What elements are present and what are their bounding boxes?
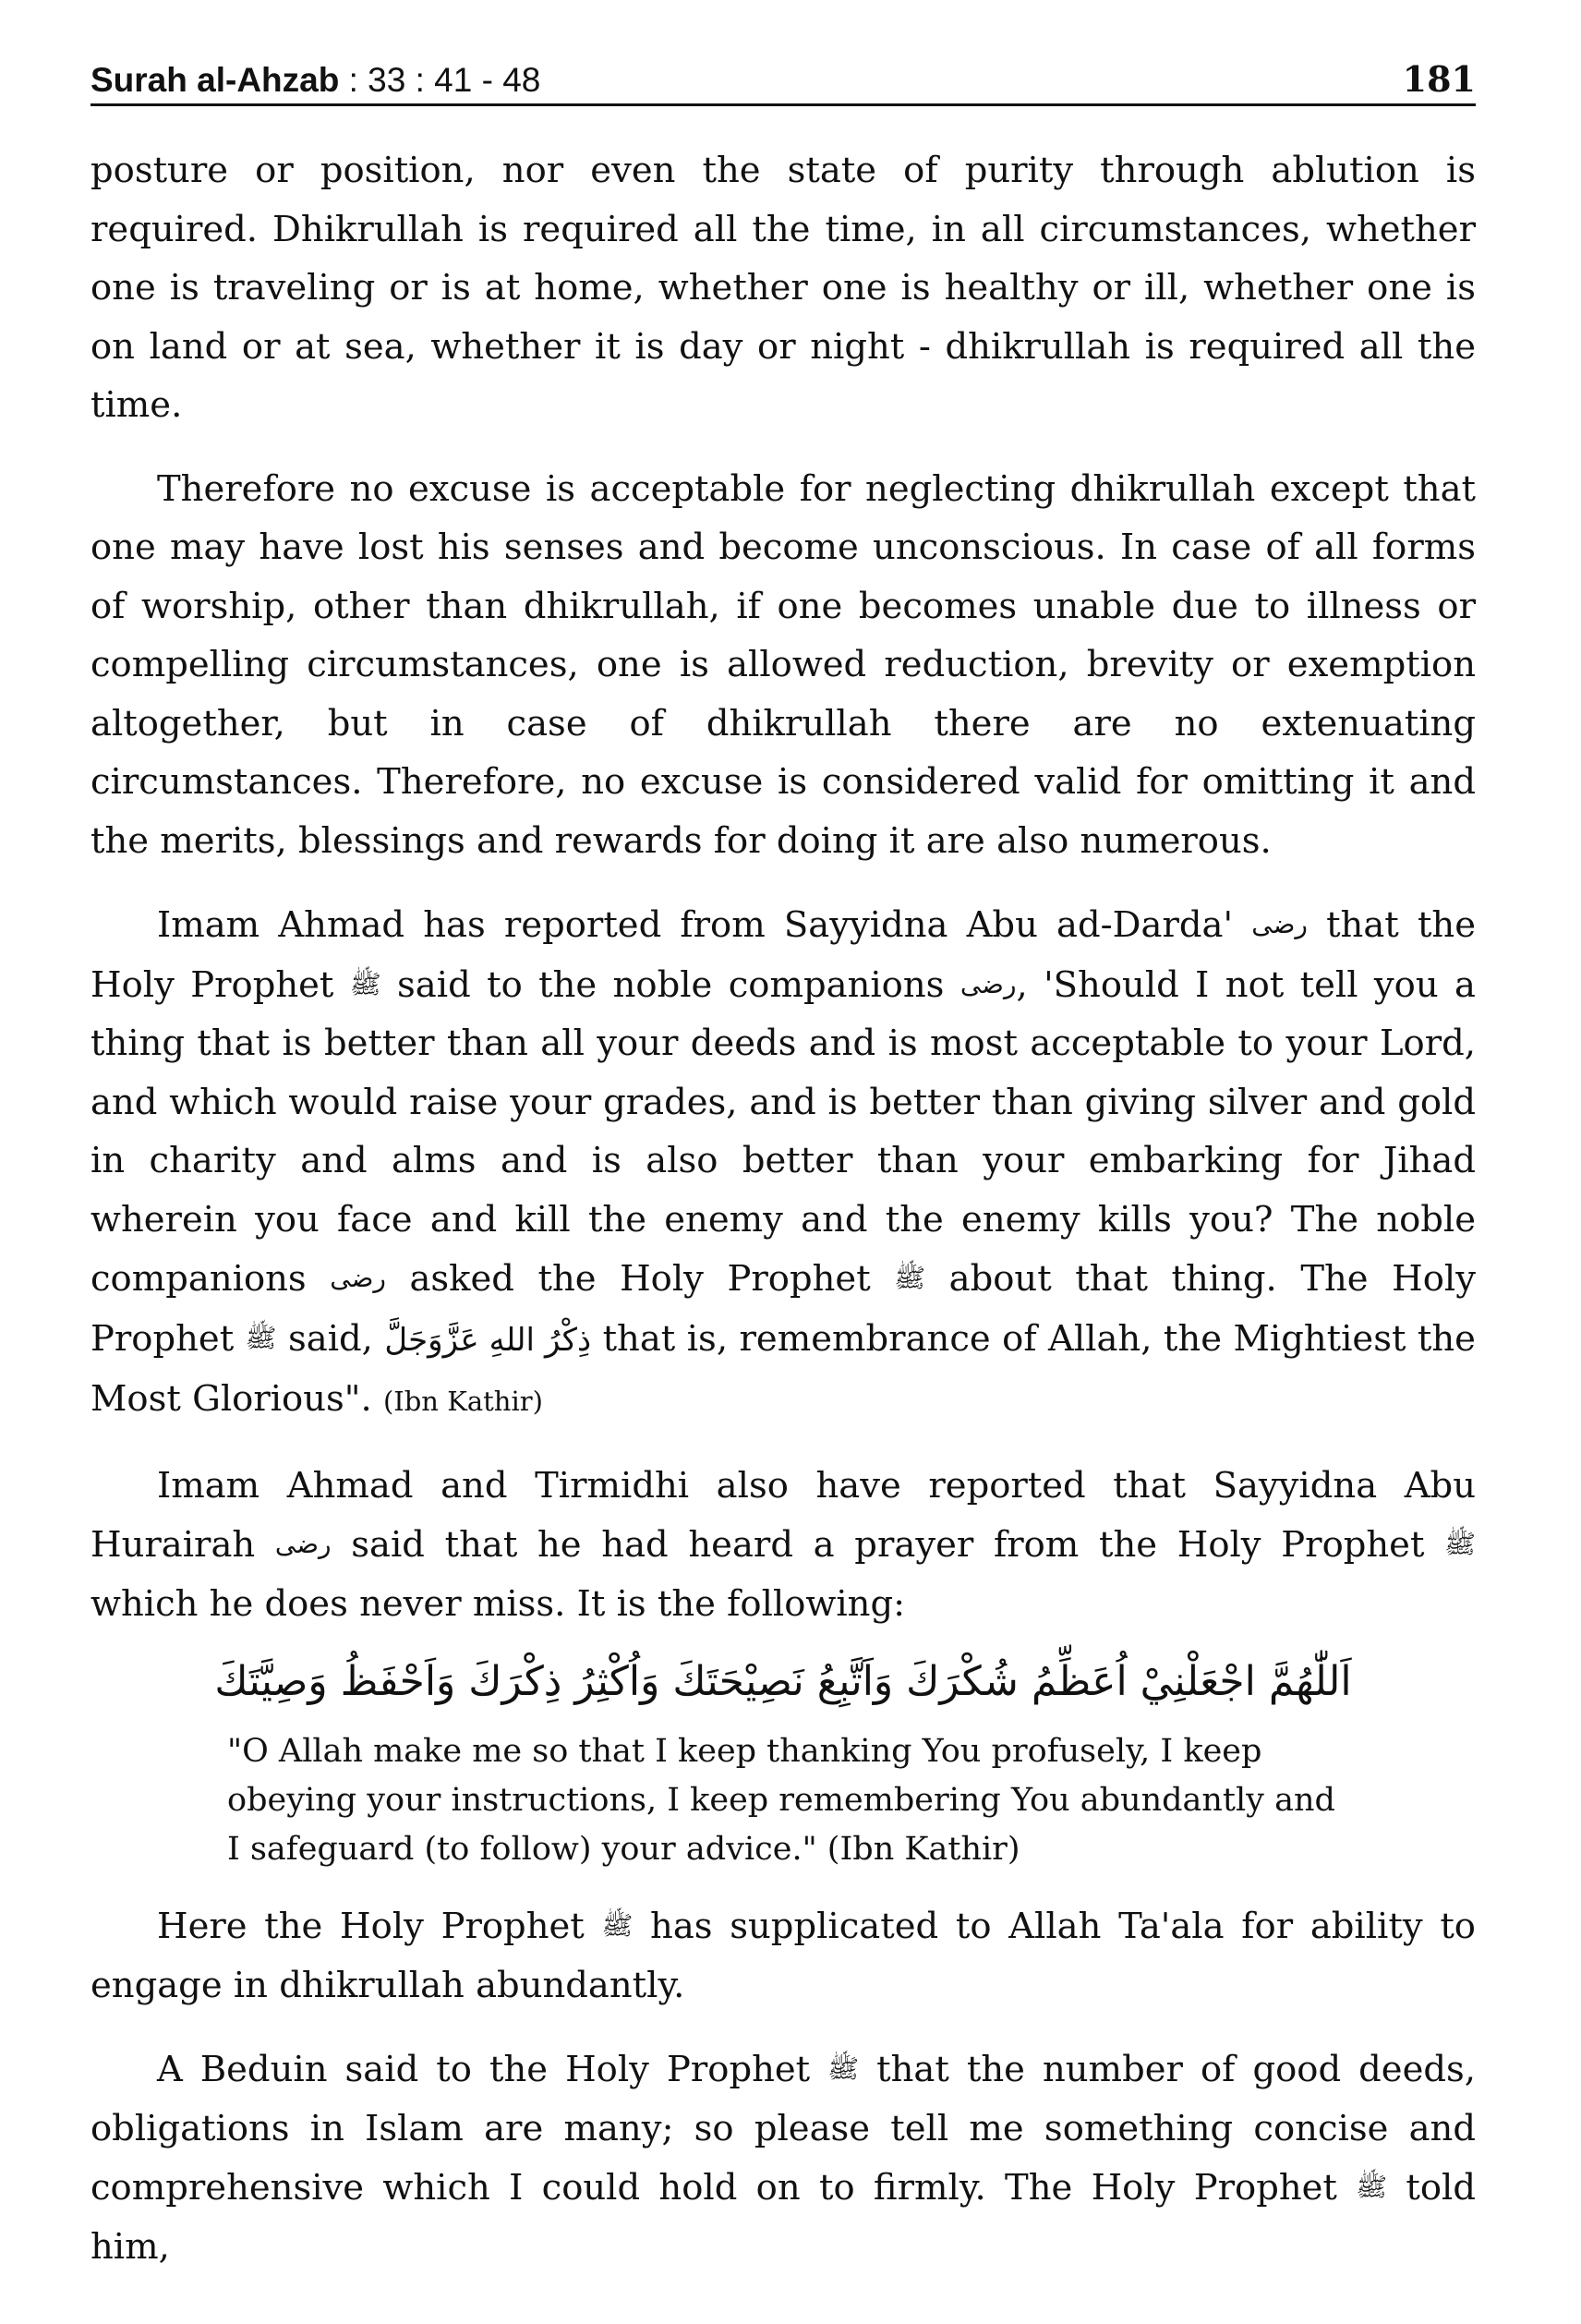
text-segment: Imam Ahmad has reported from Sayyidna Abu ad-Darda' [157, 904, 1234, 946]
text-segment: told him, [91, 2167, 1476, 2268]
text-segment: , 'Should I not tell you a thing that is better than all your deeds and is most acceptable to your Lord, and which would raise your grades, and is better than giving silver and gold in charity and alms and is also better than your embarking for Jihad wherein you face and kill the enemy and the enemy kills you? The noble companions [91, 963, 1476, 1300]
paragraph-1: posture or position, nor even the state of purity through ablution is required. Dhikrullah is required all the time, in all circumstances, whether one is traveling or is at home, whether one is healthy or ill, whether one is on land or at sea, whether it is day or night - dhikrullah is required all the time. [91, 150, 1476, 426]
honorific-glyph: ﷺ [245, 1322, 277, 1353]
paragraph-5 [91, 1896, 1476, 2015]
text-segment: has supplicated to Allah Ta'ala for ability to engage in dhikrullah abundantly. [91, 1906, 1476, 2006]
paragraph-6 [91, 2040, 1476, 2276]
surah-title [91, 61, 540, 100]
surah-name: Surah al-Ahzab [91, 61, 340, 99]
page-number: 181 [1402, 58, 1476, 100]
arabic-dua: اَللّٰهُمَّ اجْعَلْنِيْ اُعَظِّمُ شُكْرَكَ وَاَتَّبِعُ نَصِيْحَتَكَ وَاُكْثِرُ ذِكْرَكَ وَاَحْفَظُ وَصِيَّتَكَ [214, 1658, 1352, 1705]
text-segment: Imam Ahmad and Tirmidhi also have reported that Sayyidna Abu Hurairah [91, 1464, 1476, 1566]
text-segment: said to the noble companions [397, 963, 945, 1006]
dua-translation: "O Allah make me so that I keep thanking You profusely, I keep obeying your instructions, I keep remembering You abundantly and I safeguard (to follow) your advice." (Ibn Kathir) [227, 1733, 1335, 1868]
document-page [91, 46, 1476, 2276]
verse-reference: : 33 : 41 - 48 [339, 61, 541, 99]
text-segment: that the number of good deeds, obligations in Islam are many; so please tell me something concise and comprehensive which I could hold on to firmly. The Holy Prophet [91, 2049, 1476, 2209]
honorific-glyph: رضی [274, 1529, 332, 1559]
text-segment: which he does never miss. It is the following: [91, 1582, 906, 1625]
text-segment: that the Holy Prophet [91, 904, 1476, 1006]
text-segment: said that he had heard a prayer from the Holy Prophet [351, 1524, 1425, 1566]
running-header [91, 46, 1476, 106]
honorific-glyph: ﷺ [827, 2053, 860, 2084]
honorific-glyph: رضی [330, 1263, 386, 1293]
paragraph-4 [91, 1457, 1476, 1634]
citation: (Ibn Kathir) [382, 1386, 543, 1417]
text-segment: about that thing. The Holy Prophet [91, 1258, 1476, 1360]
text-segment: asked the Holy Prophet [409, 1258, 871, 1300]
honorific-glyph: ﷺ [894, 1263, 926, 1293]
honorific-glyph: ﷺ [1356, 2172, 1388, 2202]
text-segment: said, [287, 1317, 373, 1360]
honorific-glyph: ﷺ [601, 1910, 634, 1941]
paragraph-2: Therefore no excuse is acceptable for neglecting dhikrullah except that one may have lost his senses and become unconscious. In case of all forms of worship, other than dhikrullah, if one becomes unable due to illness or compelling circumstances, one is allowed reduction, brevity or exemption altogether, but in case of dhikrullah there are no extenuating circumstances. Therefore, no excuse is considered valid for omitting it and the merits, blessings and rewards for doing it are also numerous. [91, 467, 1476, 862]
page-body [91, 141, 1476, 2276]
honorific-glyph: ﷺ [1444, 1529, 1476, 1559]
honorific-glyph: رضی [959, 968, 1017, 999]
honorific-glyph: ﷺ [349, 968, 381, 999]
arabic-phrase: ذِكْرُ اللهِ عَزَّوَجَلَّ [384, 1321, 592, 1359]
text-segment: Here the Holy Prophet [157, 1906, 585, 1947]
paragraph-3 [91, 895, 1476, 1432]
dua-block [91, 1640, 1476, 1874]
text-segment: A Beduin said to the Holy Prophet [157, 2049, 811, 2090]
honorific-glyph: رضی [1251, 909, 1308, 939]
text-segment: that is, remembrance of Allah, the Mightiest the Most Glorious". [91, 1317, 1476, 1420]
